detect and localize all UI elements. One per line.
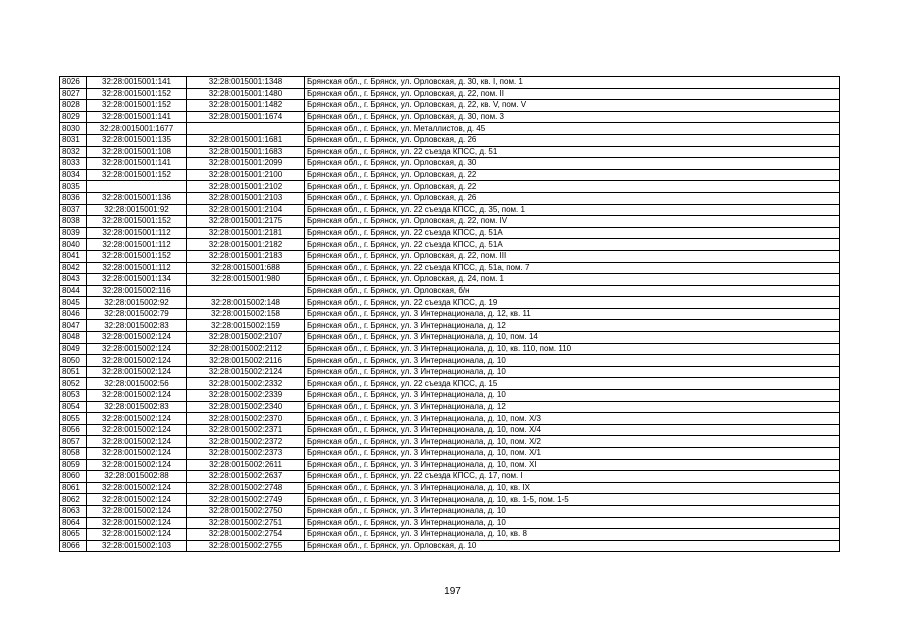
table-row [60, 459, 840, 471]
quarter-number-cell: 32:28:0015001:92 [87, 204, 187, 216]
object-number-cell: 32:28:0015002:2611 [187, 459, 305, 471]
address-cell: Брянская обл., г. Брянск, ул. 22 съезда КПСС, д. 51 [305, 146, 840, 158]
table-row [60, 424, 840, 436]
quarter-number-cell: 32:28:0015001:1677 [87, 123, 187, 135]
address-cell: Брянская обл., г. Брянск, ул. 22 съезда КПСС, д. 51А [305, 227, 840, 239]
address-cell: Брянская обл., г. Брянск, ул. Металлистов, д. 45 [305, 123, 840, 135]
address-cell: Брянская обл., г. Брянск, ул. Орловская, д. 30 [305, 158, 840, 170]
row-number-cell: 8054 [60, 401, 87, 413]
cadastral-table [59, 76, 840, 552]
quarter-number-cell: 32:28:0015002:83 [87, 401, 187, 413]
table-row [60, 204, 840, 216]
object-number-cell: 32:28:0015002:148 [187, 297, 305, 309]
object-number-cell: 32:28:0015001:1482 [187, 100, 305, 112]
quarter-number-cell: 32:28:0015002:88 [87, 471, 187, 483]
object-number-cell: 32:28:0015001:688 [187, 262, 305, 274]
address-cell: Брянская обл., г. Брянск, ул. Орловская, д. 22 [305, 181, 840, 193]
quarter-number-cell: 32:28:0015002:83 [87, 320, 187, 332]
address-cell: Брянская обл., г. Брянск, ул. 22 съезда КПСС, д. 19 [305, 297, 840, 309]
row-number-cell: 8064 [60, 517, 87, 529]
address-cell: Брянская обл., г. Брянск, ул. 3 Интернационала, д. 10, кв. 8 [305, 529, 840, 541]
quarter-number-cell: 32:28:0015001:141 [87, 158, 187, 170]
quarter-number-cell: 32:28:0015002:92 [87, 297, 187, 309]
object-number-cell: 32:28:0015002:2340 [187, 401, 305, 413]
row-number-cell: 8030 [60, 123, 87, 135]
table-row [60, 250, 840, 262]
address-cell: Брянская обл., г. Брянск, ул. Орловская, д. 10 [305, 540, 840, 552]
table-row [60, 320, 840, 332]
object-number-cell: 32:28:0015002:2748 [187, 482, 305, 494]
quarter-number-cell: 32:28:0015001:136 [87, 192, 187, 204]
table-row [60, 540, 840, 552]
table-row [60, 378, 840, 390]
quarter-number-cell: 32:28:0015002:124 [87, 413, 187, 425]
quarter-number-cell: 32:28:0015001:152 [87, 88, 187, 100]
row-number-cell: 8045 [60, 297, 87, 309]
table-row [60, 297, 840, 309]
row-number-cell: 8059 [60, 459, 87, 471]
row-number-cell: 8046 [60, 308, 87, 320]
quarter-number-cell: 32:28:0015001:152 [87, 169, 187, 181]
table-row [60, 482, 840, 494]
address-cell: Брянская обл., г. Брянск, ул. 22 съезда КПСС, д. 35, пом. 1 [305, 204, 840, 216]
row-number-cell: 8035 [60, 181, 87, 193]
table-row [60, 355, 840, 367]
object-number-cell: 32:28:0015002:2751 [187, 517, 305, 529]
quarter-number-cell: 32:28:0015002:124 [87, 529, 187, 541]
address-cell: Брянская обл., г. Брянск, ул. 3 Интернационала, д. 10, пом. Х/2 [305, 436, 840, 448]
row-number-cell: 8043 [60, 274, 87, 286]
table-row [60, 448, 840, 460]
address-cell: Брянская обл., г. Брянск, ул. Орловская, д. 22 [305, 169, 840, 181]
table-row [60, 505, 840, 517]
row-number-cell: 8036 [60, 192, 87, 204]
quarter-number-cell: 32:28:0015002:124 [87, 366, 187, 378]
quarter-number-cell: 32:28:0015001:112 [87, 239, 187, 251]
table-row [60, 308, 840, 320]
quarter-number-cell: 32:28:0015002:124 [87, 424, 187, 436]
object-number-cell: 32:28:0015001:1348 [187, 77, 305, 89]
row-number-cell: 8026 [60, 77, 87, 89]
object-number-cell: 32:28:0015002:2373 [187, 448, 305, 460]
table-row [60, 181, 840, 193]
object-number-cell: 32:28:0015002:2370 [187, 413, 305, 425]
object-number-cell: 32:28:0015002:2749 [187, 494, 305, 506]
row-number-cell: 8063 [60, 505, 87, 517]
row-number-cell: 8038 [60, 216, 87, 228]
object-number-cell: 32:28:0015002:2107 [187, 332, 305, 344]
object-number-cell: 32:28:0015001:2104 [187, 204, 305, 216]
object-number-cell: 32:28:0015001:2102 [187, 181, 305, 193]
object-number-cell: 32:28:0015002:2116 [187, 355, 305, 367]
quarter-number-cell: 32:28:0015002:124 [87, 494, 187, 506]
page-number: 197 [444, 586, 461, 597]
address-cell: Брянская обл., г. Брянск, ул. Орловская, д. 24, пом. 1 [305, 274, 840, 286]
table-row [60, 366, 840, 378]
quarter-number-cell: 32:28:0015002:124 [87, 332, 187, 344]
quarter-number-cell: 32:28:0015002:124 [87, 390, 187, 402]
quarter-number-cell: 32:28:0015001:112 [87, 227, 187, 239]
object-number-cell: 32:28:0015002:2112 [187, 343, 305, 355]
address-cell: Брянская обл., г. Брянск, ул. 3 Интернационала, д. 10 [305, 366, 840, 378]
object-number-cell: 32:28:0015001:1683 [187, 146, 305, 158]
object-number-cell: 32:28:0015002:2637 [187, 471, 305, 483]
row-number-cell: 8039 [60, 227, 87, 239]
table-row [60, 227, 840, 239]
row-number-cell: 8053 [60, 390, 87, 402]
table-row [60, 343, 840, 355]
quarter-number-cell: 32:28:0015002:124 [87, 436, 187, 448]
row-number-cell: 8052 [60, 378, 87, 390]
quarter-number-cell: 32:28:0015001:152 [87, 250, 187, 262]
row-number-cell: 8055 [60, 413, 87, 425]
row-number-cell: 8058 [60, 448, 87, 460]
row-number-cell: 8057 [60, 436, 87, 448]
row-number-cell: 8049 [60, 343, 87, 355]
quarter-number-cell: 32:28:0015002:124 [87, 448, 187, 460]
object-number-cell: 32:28:0015002:2754 [187, 529, 305, 541]
object-number-cell: 32:28:0015002:2371 [187, 424, 305, 436]
row-number-cell: 8042 [60, 262, 87, 274]
quarter-number-cell: 32:28:0015002:103 [87, 540, 187, 552]
object-number-cell: 32:28:0015001:1674 [187, 111, 305, 123]
table-row [60, 413, 840, 425]
quarter-number-cell: 32:28:0015002:79 [87, 308, 187, 320]
object-number-cell: 32:28:0015001:980 [187, 274, 305, 286]
row-number-cell: 8065 [60, 529, 87, 541]
object-number-cell: 32:28:0015001:2181 [187, 227, 305, 239]
object-number-cell: 32:28:0015002:2339 [187, 390, 305, 402]
row-number-cell: 8041 [60, 250, 87, 262]
table-row [60, 192, 840, 204]
table-row [60, 494, 840, 506]
address-cell: Брянская обл., г. Брянск, ул. Орловская, б/н [305, 285, 840, 297]
row-number-cell: 8056 [60, 424, 87, 436]
address-cell: Брянская обл., г. Брянск, ул. Орловская, д. 26 [305, 134, 840, 146]
address-cell: Брянская обл., г. Брянск, ул. 3 Интернационала, д. 10, пом. Х/3 [305, 413, 840, 425]
object-number-cell: 32:28:0015001:2175 [187, 216, 305, 228]
object-number-cell [187, 285, 305, 297]
table-body [60, 77, 840, 552]
address-cell: Брянская обл., г. Брянск, ул. 3 Интернационала, д. 12 [305, 401, 840, 413]
quarter-number-cell [87, 181, 187, 193]
quarter-number-cell: 32:28:0015002:116 [87, 285, 187, 297]
address-cell: Брянская обл., г. Брянск, ул. 3 Интернационала, д. 10, кв. IX [305, 482, 840, 494]
quarter-number-cell: 32:28:0015001:141 [87, 77, 187, 89]
address-cell: Брянская обл., г. Брянск, ул. 3 Интернационала, д. 10, кв. 110, пом. 110 [305, 343, 840, 355]
object-number-cell: 32:28:0015002:2124 [187, 366, 305, 378]
object-number-cell: 32:28:0015001:1480 [187, 88, 305, 100]
address-cell: Брянская обл., г. Брянск, ул. 22 съезда КПСС, д. 51а, пом. 7 [305, 262, 840, 274]
quarter-number-cell: 32:28:0015001:141 [87, 111, 187, 123]
address-cell: Брянская обл., г. Брянск, ул. 3 Интернационала, д. 12 [305, 320, 840, 332]
table-row [60, 274, 840, 286]
object-number-cell: 32:28:0015001:2183 [187, 250, 305, 262]
table-row [60, 262, 840, 274]
object-number-cell: 32:28:0015002:2372 [187, 436, 305, 448]
address-cell: Брянская обл., г. Брянск, ул. Орловская, д. 22, пом. III [305, 250, 840, 262]
object-number-cell: 32:28:0015001:2100 [187, 169, 305, 181]
address-cell: Брянская обл., г. Брянск, ул. 22 съезда КПСС, д. 15 [305, 378, 840, 390]
row-number-cell: 8066 [60, 540, 87, 552]
address-cell: Брянская обл., г. Брянск, ул. 3 Интернационала, д. 10, кв. 1-5, пом. 1-5 [305, 494, 840, 506]
address-cell: Брянская обл., г. Брянск, ул. 3 Интернационала, д. 10 [305, 517, 840, 529]
table-row [60, 401, 840, 413]
quarter-number-cell: 32:28:0015002:124 [87, 343, 187, 355]
quarter-number-cell: 32:28:0015001:134 [87, 274, 187, 286]
table-row [60, 88, 840, 100]
address-cell: Брянская обл., г. Брянск, ул. Орловская, д. 30, кв. I, пом. 1 [305, 77, 840, 89]
address-cell: Брянская обл., г. Брянск, ул. 3 Интернационала, д. 10, пом. Х/1 [305, 448, 840, 460]
row-number-cell: 8061 [60, 482, 87, 494]
row-number-cell: 8034 [60, 169, 87, 181]
address-cell: Брянская обл., г. Брянск, ул. 3 Интернационала, д. 10 [305, 355, 840, 367]
object-number-cell: 32:28:0015002:2755 [187, 540, 305, 552]
row-number-cell: 8031 [60, 134, 87, 146]
object-number-cell: 32:28:0015002:158 [187, 308, 305, 320]
quarter-number-cell: 32:28:0015002:56 [87, 378, 187, 390]
address-cell: Брянская обл., г. Брянск, ул. 3 Интернационала, д. 12, кв. 11 [305, 308, 840, 320]
address-cell: Брянская обл., г. Брянск, ул. 3 Интернационала, д. 10, пом. XI [305, 459, 840, 471]
quarter-number-cell: 32:28:0015002:124 [87, 355, 187, 367]
table-row [60, 111, 840, 123]
address-cell: Брянская обл., г. Брянск, ул. Орловская, д. 22, кв. V, пом. V [305, 100, 840, 112]
address-cell: Брянская обл., г. Брянск, ул. 22 съезда КПСС, д. 17, пом. I [305, 471, 840, 483]
row-number-cell: 8044 [60, 285, 87, 297]
quarter-number-cell: 32:28:0015002:124 [87, 482, 187, 494]
object-number-cell: 32:28:0015001:2103 [187, 192, 305, 204]
quarter-number-cell: 32:28:0015001:135 [87, 134, 187, 146]
object-number-cell: 32:28:0015001:2099 [187, 158, 305, 170]
row-number-cell: 8062 [60, 494, 87, 506]
address-cell: Брянская обл., г. Брянск, ул. 3 Интернационала, д. 10 [305, 390, 840, 402]
address-cell: Брянская обл., г. Брянск, ул. Орловская, д. 30, пом. 3 [305, 111, 840, 123]
address-cell: Брянская обл., г. Брянск, ул. 3 Интернационала, д. 10, пом. Х/4 [305, 424, 840, 436]
table-row [60, 100, 840, 112]
quarter-number-cell: 32:28:0015001:108 [87, 146, 187, 158]
row-number-cell: 8050 [60, 355, 87, 367]
table-row [60, 158, 840, 170]
object-number-cell [187, 123, 305, 135]
table-row [60, 471, 840, 483]
address-cell: Брянская обл., г. Брянск, ул. 3 Интернационала, д. 10 [305, 505, 840, 517]
row-number-cell: 8037 [60, 204, 87, 216]
object-number-cell: 32:28:0015001:2182 [187, 239, 305, 251]
row-number-cell: 8048 [60, 332, 87, 344]
address-cell: Брянская обл., г. Брянск, ул. 22 съезда КПСС, д. 51А [305, 239, 840, 251]
quarter-number-cell: 32:28:0015001:152 [87, 216, 187, 228]
table-row [60, 332, 840, 344]
quarter-number-cell: 32:28:0015002:124 [87, 459, 187, 471]
table-row [60, 529, 840, 541]
row-number-cell: 8032 [60, 146, 87, 158]
table-row [60, 77, 840, 89]
row-number-cell: 8029 [60, 111, 87, 123]
table-row [60, 390, 840, 402]
object-number-cell: 32:28:0015002:2750 [187, 505, 305, 517]
address-cell: Брянская обл., г. Брянск, ул. Орловская, д. 26 [305, 192, 840, 204]
row-number-cell: 8060 [60, 471, 87, 483]
table-row [60, 169, 840, 181]
table-row [60, 436, 840, 448]
quarter-number-cell: 32:28:0015001:112 [87, 262, 187, 274]
row-number-cell: 8027 [60, 88, 87, 100]
table-row [60, 239, 840, 251]
address-cell: Брянская обл., г. Брянск, ул. 3 Интернационала, д. 10, пом. 14 [305, 332, 840, 344]
quarter-number-cell: 32:28:0015002:124 [87, 505, 187, 517]
table-row [60, 123, 840, 135]
address-cell: Брянская обл., г. Брянск, ул. Орловская, д. 22, пом. IV [305, 216, 840, 228]
quarter-number-cell: 32:28:0015001:152 [87, 100, 187, 112]
object-number-cell: 32:28:0015001:1681 [187, 134, 305, 146]
row-number-cell: 8033 [60, 158, 87, 170]
address-cell: Брянская обл., г. Брянск, ул. Орловская, д. 22, пом. II [305, 88, 840, 100]
quarter-number-cell: 32:28:0015002:124 [87, 517, 187, 529]
table-row [60, 216, 840, 228]
object-number-cell: 32:28:0015002:2332 [187, 378, 305, 390]
row-number-cell: 8047 [60, 320, 87, 332]
table-row [60, 134, 840, 146]
table-row [60, 517, 840, 529]
table-row [60, 285, 840, 297]
row-number-cell: 8028 [60, 100, 87, 112]
row-number-cell: 8040 [60, 239, 87, 251]
object-number-cell: 32:28:0015002:159 [187, 320, 305, 332]
table-row [60, 146, 840, 158]
row-number-cell: 8051 [60, 366, 87, 378]
